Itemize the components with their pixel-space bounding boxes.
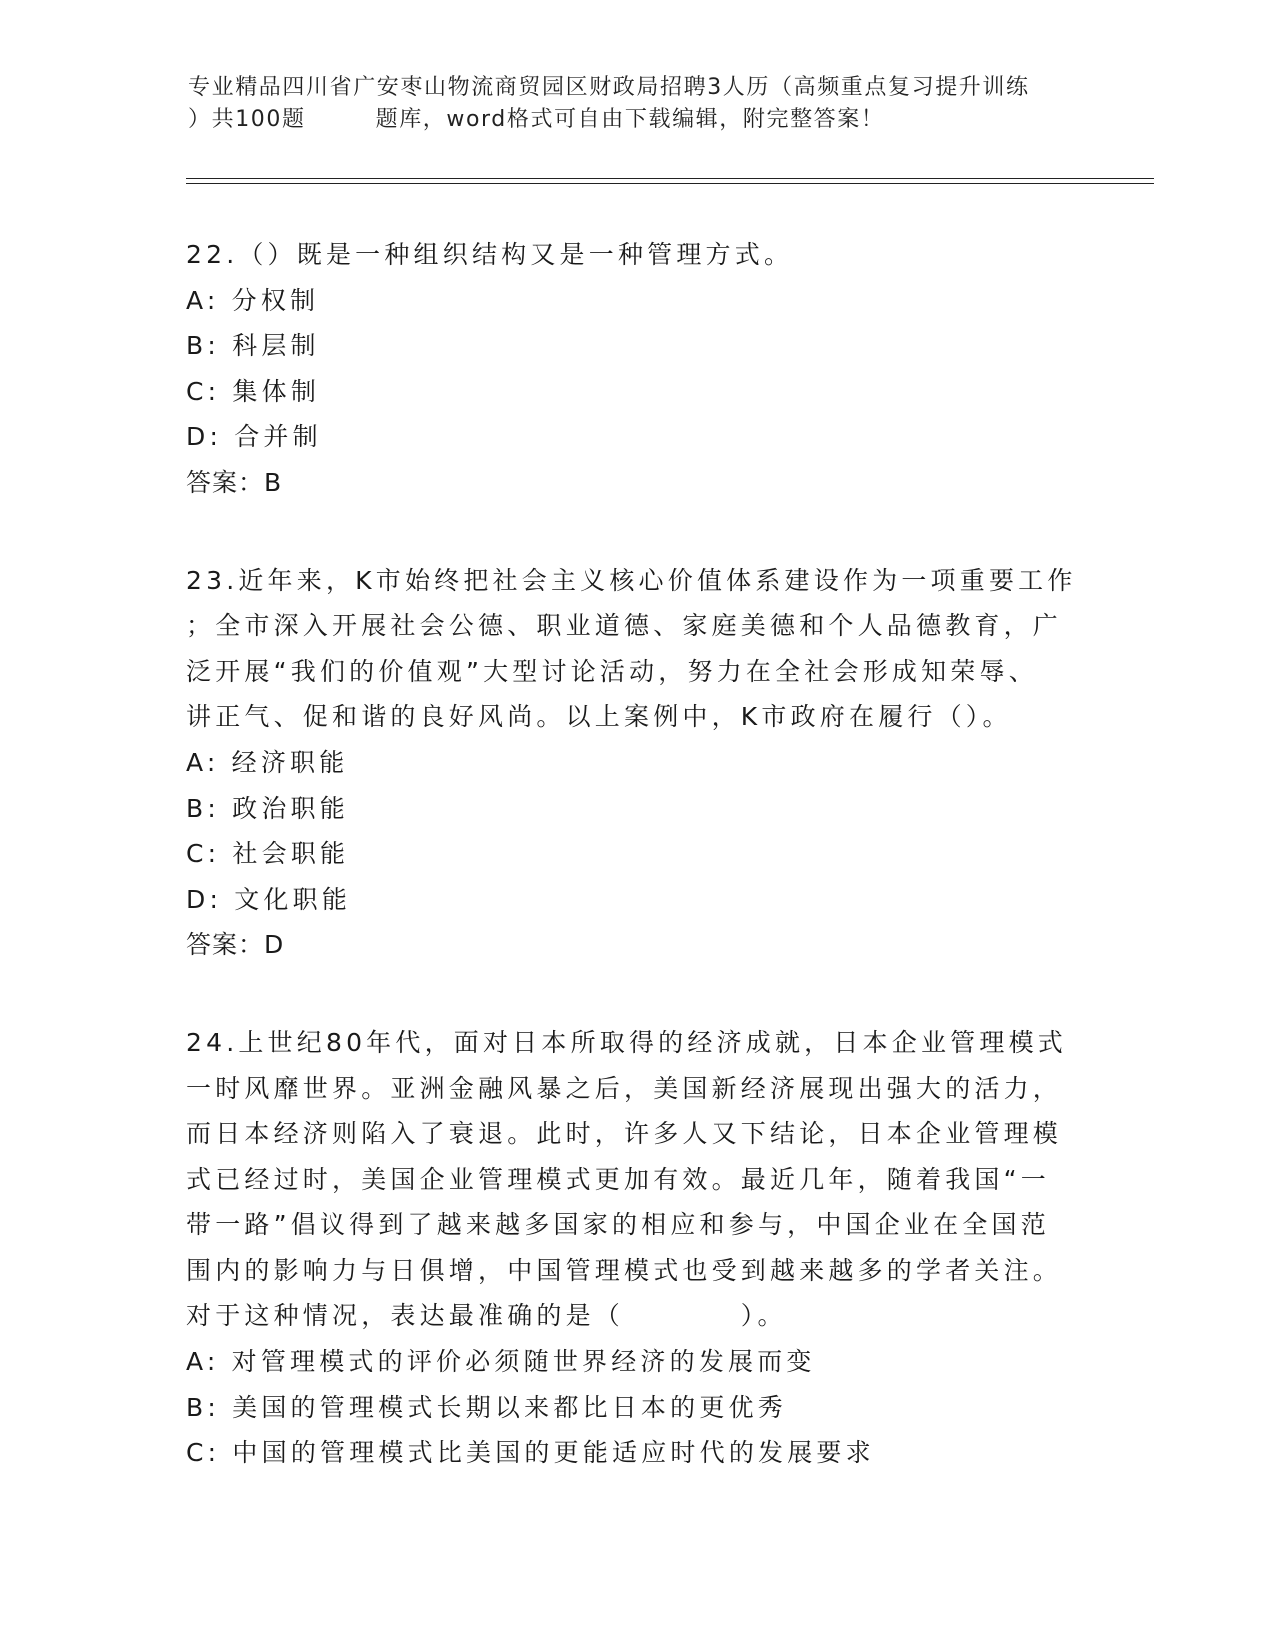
question-stem-line: 23.近年来，K市始终把社会主义核心价值体系建设作为一项重要工作 [186, 565, 1077, 595]
answer-option: C: 中国的管理模式比美国的更能适应时代的发展要求 [186, 1438, 875, 1468]
header-line-2-right: 题库，word格式可自由下载编辑，附完整答案！ [375, 107, 885, 132]
header-line-2-left: ）共100题 [188, 107, 306, 132]
question-stem-line: 24.上世纪80年代，面对日本所取得的经济成就，日本企业管理模式 [186, 1027, 1067, 1057]
question-stem-line: 围内的影响力与日俱增，中国管理模式也受到越来越多的学者关注。 [186, 1255, 1063, 1285]
answer-option: A: 经济职能 [186, 747, 349, 777]
question-stem-line: 对于这种情况，表达最准确的是（ ）。 [186, 1301, 787, 1331]
question-block [186, 558, 1077, 968]
answer-option: B: 科层制 [186, 331, 320, 361]
question-stem-line: 而日本经济则陷入了衰退。此时，许多人又下结论，日本企业管理模 [186, 1119, 1063, 1149]
question-stem [186, 232, 1066, 278]
header-line-2 [188, 104, 1088, 136]
answer-option: A: 分权制 [186, 285, 320, 315]
document-header [188, 72, 1088, 136]
question-block [186, 232, 1066, 506]
question-stem-line: 讲正气、促和谐的良好风尚。以上案例中，K市政府在履行（）。 [186, 702, 1012, 732]
question-stem [186, 558, 1077, 740]
answer-option: A: 对管理模式的评价必须随世界经济的发展而变 [186, 1347, 816, 1377]
question-stem-line: ；全市深入开展社会公德、职业道德、家庭美德和个人品德教育，广 [186, 611, 1063, 641]
answer-key: 答案：D [186, 930, 285, 960]
answer-option: C: 集体制 [186, 376, 321, 406]
question-stem [186, 1020, 1066, 1339]
answer-key: 答案：B [186, 467, 283, 497]
answer-option: B: 政治职能 [186, 793, 349, 823]
question-stem-line: 式已经过时，美国企业管理模式更加有效。最近几年，随着我国“一 [186, 1164, 1050, 1194]
answer-option: D: 文化职能 [186, 884, 352, 914]
question-stem-line: 22.（）既是一种组织结构又是一种管理方式。 [186, 240, 794, 269]
question-stem-line: 带一路”倡议得到了越来越多国家的相应和参与，中国企业在全国范 [186, 1210, 1050, 1240]
question-stem-line: 泛开展“我们的价值观”大型讨论活动，努力在全社会形成知荣辱、 [186, 656, 1038, 686]
answer-option: B: 美国的管理模式长期以来都比日本的更优秀 [186, 1392, 787, 1422]
question-list [186, 232, 1077, 1528]
header-line-1: 专业精品四川省广安枣山物流商贸园区财政局招聘3人历（高频重点复习提升训练 [188, 75, 1030, 100]
header-divider-top [186, 178, 1154, 179]
answer-option: C: 社会职能 [186, 839, 350, 869]
answer-option: D: 合并制 [186, 422, 322, 452]
question-stem-line: 一时风靡世界。亚洲金融风暴之后，美国新经济展现出强大的活力， [186, 1073, 1063, 1103]
header-divider-bottom [186, 183, 1154, 184]
question-block [186, 1020, 1066, 1476]
